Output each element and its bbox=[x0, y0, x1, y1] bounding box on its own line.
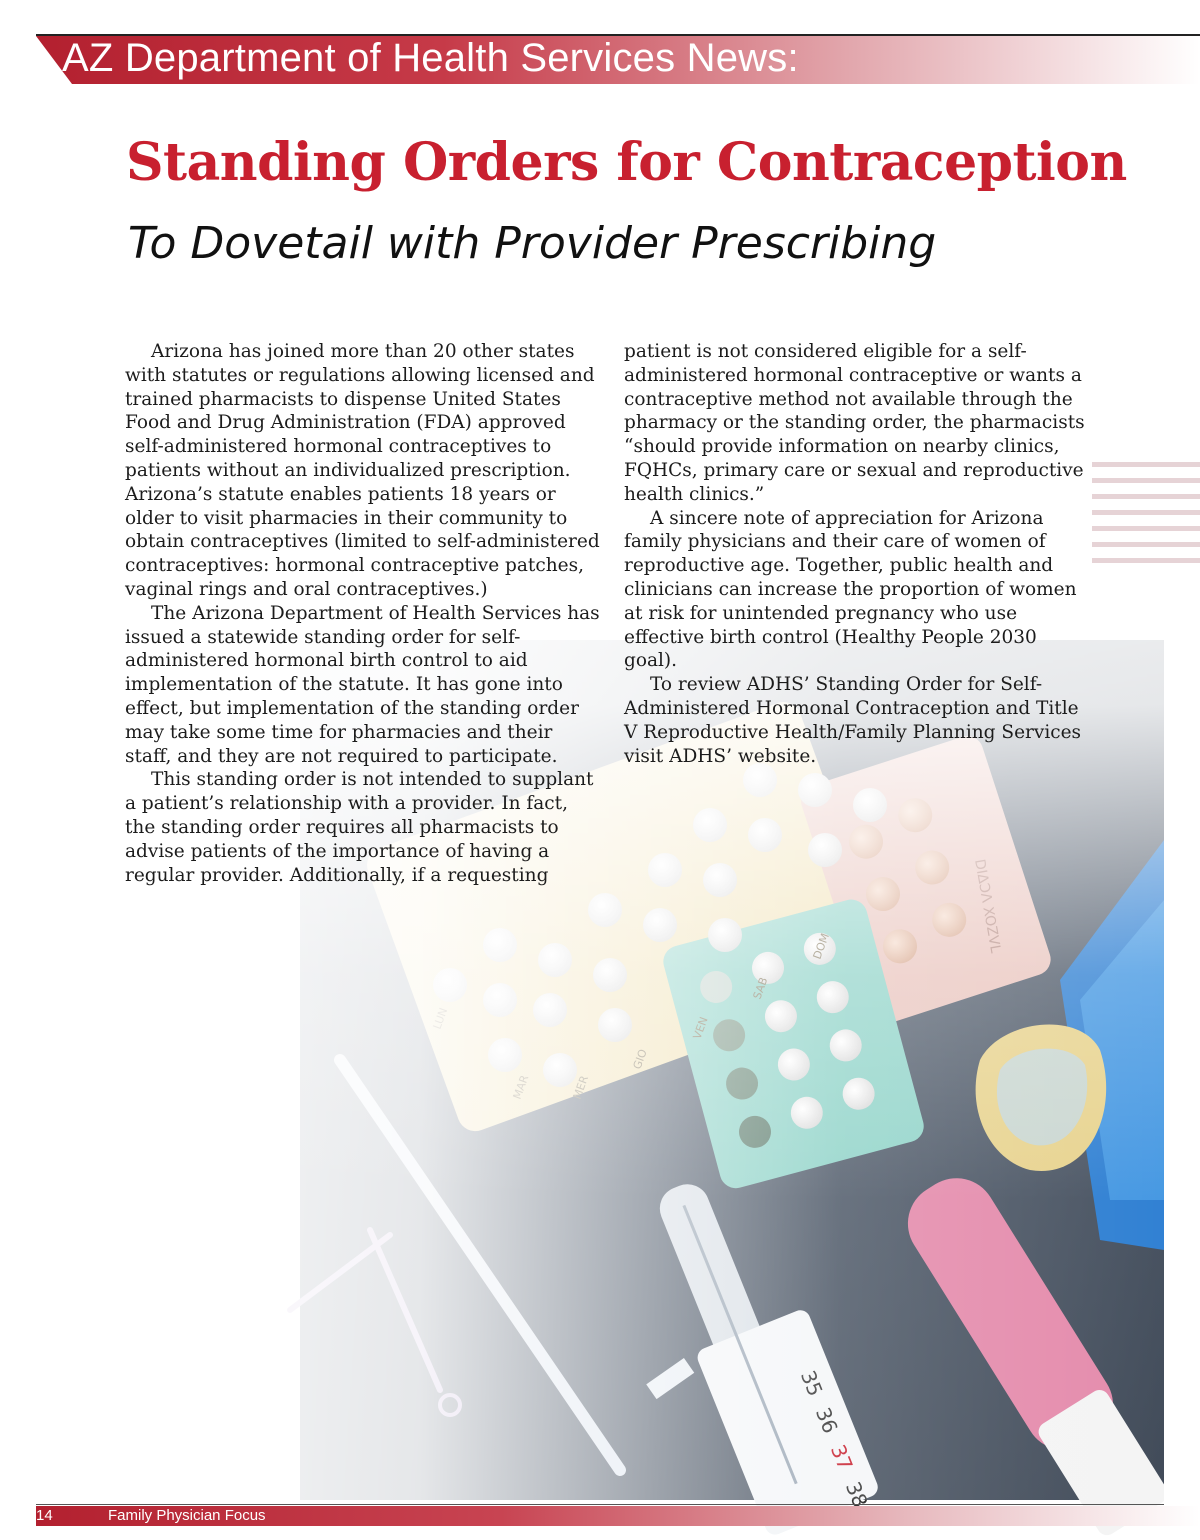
paragraph: A sincere note of appreciation for Arizona family physicians and their care of women of reproductive age. Together, public health and clinicians can increase the proportion of women at risk for unintended pregnancy who use effective birth control (Healthy People 2030 goal). bbox=[624, 507, 1077, 672]
paragraph: This standing order is not intended to supplant a patient’s relationship with a provider. In fact, the standing order requires all pharmacists to advise patients of the importance of having a regular provider. Additionally, if a requesting bbox=[125, 769, 594, 886]
article-column-right bbox=[624, 340, 1094, 768]
footer-rule bbox=[36, 1504, 1164, 1505]
paragraph: The Arizona Department of Health Services has issued a statewide standing order for self-administered hormonal birth control to aid implementation of the statute. It has gone into effect, but implementation of the standing order may take some time for pharmacies and their staff, and they are not required to participate. bbox=[125, 602, 600, 767]
publication-name: Family Physician Focus bbox=[108, 1507, 266, 1524]
paragraph: Arizona has joined more than 20 other states with statutes or regulations allowing licensed and trained pharmacists to dispense United States Food and Drug Administration (FDA) approved self-administered hormonal contraceptives to patients without an individualized prescription. Arizona’s statute enables patients 18 years or older to visit pharmacies in their community to obtain contraceptives (limited to self-administered contraceptives: hormonal contraceptive patches, vaginal rings and oral contraceptives.) bbox=[125, 341, 600, 600]
article-title: Standing Orders for Contraception bbox=[126, 132, 1127, 193]
paragraph: patient is not considered eligible for a self-administered hormonal contraceptive or wants a contraceptive method not available through the pharmacy or the standing order, the pharmacists “should provide information on nearby clinics, FQHCs, primary care or sexual and reproductive health clinics.” bbox=[624, 341, 1085, 505]
section-banner-title: AZ Department of Health Services News: bbox=[62, 36, 799, 80]
article-subtitle: To Dovetail with Provider Prescribing bbox=[128, 218, 937, 269]
decorative-stripes bbox=[1092, 462, 1200, 566]
page-number: 14 bbox=[36, 1507, 53, 1524]
article-column-left bbox=[125, 340, 603, 887]
paragraph: To review ADHS’ Standing Order for Self-Administered Hormonal Contraception and Title V Reproductive Health/Family Planning Services visit ADHS’ website. bbox=[624, 674, 1082, 767]
